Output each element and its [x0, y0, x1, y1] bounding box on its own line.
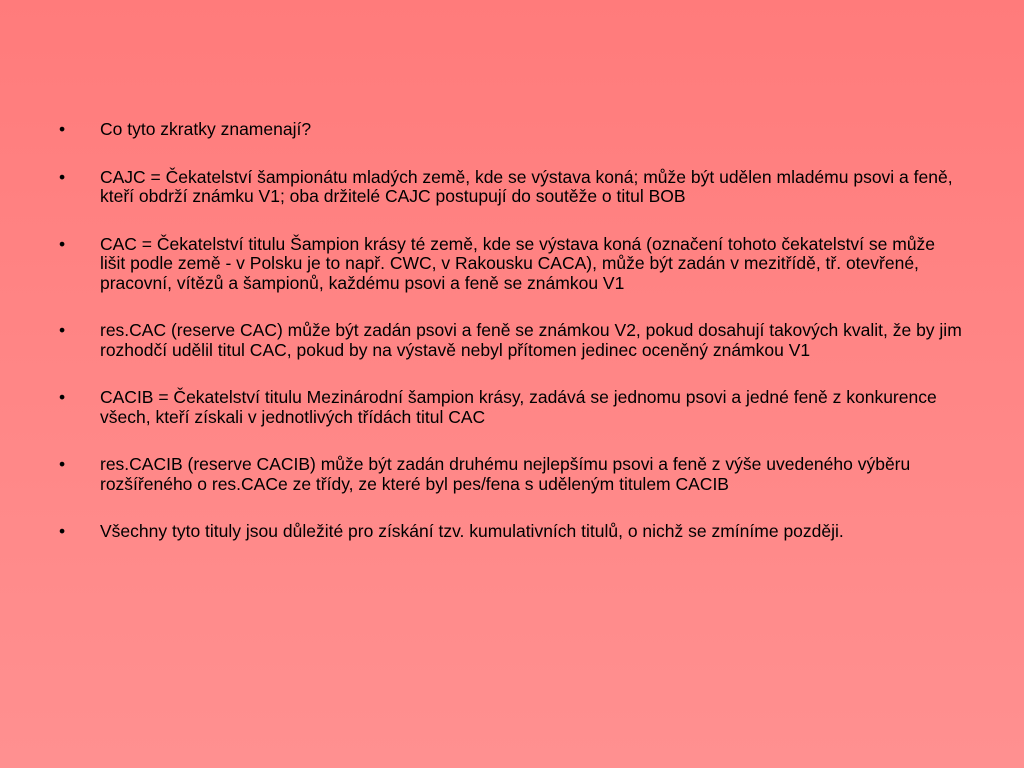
bullet-item-2: [59, 168, 964, 207]
bullet-text: Co tyto zkratky znamenají?: [100, 119, 312, 139]
bullet-list: [59, 120, 964, 570]
bullet-item-4: [59, 321, 964, 360]
bullet-icon: •: [59, 233, 66, 254]
bullet-item-5: [59, 388, 964, 427]
bullet-text: res.CAC (reserve CAC) může být zadán psovi a feně se známkou V2, pokud dosahují takových kvalit, že by jim rozhodčí udělil titul CAC, pokud by na výstavě nebyl přítomen jedinec oceněný známkou V1: [100, 320, 962, 360]
bullet-icon: •: [59, 454, 66, 474]
bullet-icon: •: [59, 166, 66, 187]
bullet-icon: •: [59, 387, 66, 407]
bullet-text: CAC = Čekatelství titulu Šampion krásy té země, kde se výstava koná (označení tohoto čekatelství se může lišit podle země - v Polsku je to např. CWC, v Rakousku CACA), může být zadán v mezitřídě, tř. otevřené, pracovní, vítězů a šampionů, každému psovi a feně se známkou V1: [100, 233, 936, 293]
bullet-icon: •: [59, 320, 66, 340]
bullet-item-6: [59, 455, 964, 494]
bullet-icon: •: [59, 521, 66, 541]
bullet-item-7: [59, 522, 964, 542]
bullet-text: CACIB = Čekatelství titulu Mezinárodní šampion krásy, zadává se jednomu psovi a jedné feně z konkurence všech, kteří získali v jednotlivých třídách titul CAC: [100, 387, 937, 427]
bullet-text: Všechny tyto tituly jsou důležité pro získání tzv. kumulativních titulů, o nichž se zmíníme později.: [100, 521, 844, 541]
bullet-item-1: [59, 120, 964, 140]
bullet-text: res.CACIB (reserve CACIB) může být zadán druhému nejlepšímu psovi a feně z výše uvedeného výběru rozšířeného o res.CACe ze třídy, ze které byl pes/fena s uděleným titulem CACIB: [100, 454, 911, 494]
bullet-text: CAJC = Čekatelství šampionátu mladých země, kde se výstava koná; může být udělen mladému psovi a feně, kteří obdrží známku V1; oba držitelé CAJC postupují do soutěže o titul BOB: [100, 166, 953, 206]
bullet-icon: •: [59, 119, 66, 139]
bullet-item-3: [59, 235, 964, 294]
